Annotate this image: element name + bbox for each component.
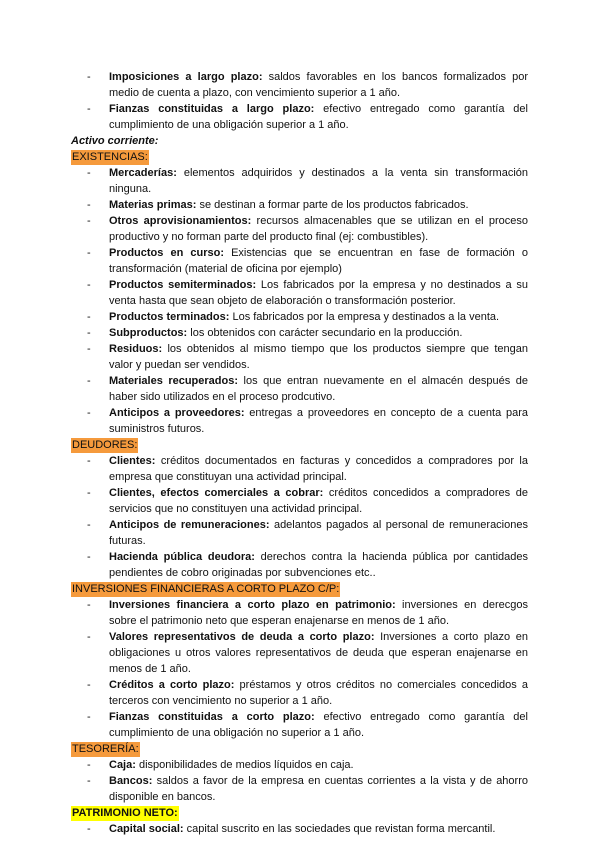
item-term: Anticipos a proveedores:	[109, 407, 245, 419]
bullet-dash: -	[87, 599, 91, 611]
item-description: préstamos y otros créditos no comerciales concedidos a terceros con vencimiento no superior a 1 año.	[109, 679, 528, 707]
item-description: inversiones en derecgos sobre el patrimonio neto que esperan enajenarse en menos de 1 año.	[109, 599, 528, 627]
existencias-heading: EXISTENCIAS:	[72, 151, 148, 163]
bullet-dash: -	[87, 407, 91, 419]
item-description: los obtenidos al mismo tiempo que los productos siempre que tengan valor y puedan ser vendidos.	[109, 343, 528, 371]
list-item	[71, 309, 528, 325]
tesoreria-list	[71, 757, 528, 805]
bullet-dash: -	[87, 311, 91, 323]
bullet-dash: -	[87, 343, 91, 355]
list-item	[71, 757, 528, 773]
existencias-list	[71, 165, 528, 437]
item-term: Clientes, efectos comerciales a cobrar:	[109, 487, 324, 499]
bullet-dash: -	[87, 487, 91, 499]
list-item	[71, 821, 528, 837]
item-term: Otros aprovisionamientos:	[109, 215, 252, 227]
deudores-heading: DEUDORES:	[72, 439, 138, 451]
list-item	[71, 709, 528, 741]
bullet-dash: -	[87, 71, 91, 83]
list-item	[71, 341, 528, 373]
item-description: derechos contra la hacienda pública por cantidades pendientes de cobro originadas por subvenciones etc..	[109, 551, 528, 579]
list-item	[71, 165, 528, 197]
item-description: recursos almacenables que se utilizan en el proceso productivo y no forman parte del producto final (ej: combustibles).	[109, 215, 528, 243]
list-item	[71, 373, 528, 405]
item-description: los obtenidos con carácter secundario en la producción.	[187, 327, 463, 339]
list-item	[71, 405, 528, 437]
item-description: efectivo entregado como garantía del cumplimiento de una obligación no superior a 1 año.	[109, 711, 528, 739]
list-item	[71, 517, 528, 549]
item-description: los que entran nuevamente en el almacén después de haber sido utilizados en el proceso prodcutivo.	[109, 375, 528, 403]
item-description: capital suscrito en las sociedades que revistan forma mercantil.	[183, 823, 496, 835]
item-term: Subproductos:	[109, 327, 188, 339]
bullet-dash: -	[87, 455, 91, 467]
item-term: Capital social:	[109, 823, 184, 835]
patrimonio-heading: PATRIMONIO NETO:	[72, 807, 178, 819]
item-term: Imposiciones a largo plazo:	[109, 71, 263, 83]
bullet-dash: -	[87, 279, 91, 291]
item-term: Inversiones financiera a corto plazo en patrimonio:	[109, 599, 396, 611]
tesoreria-heading: TESORERÍA:	[72, 743, 139, 755]
item-description: créditos concedidos a compradores de servicios que no constituyen una actividad principal.	[109, 487, 528, 515]
item-term: Materias primas:	[109, 199, 197, 211]
item-description: entregas a proveedores en concepto de a cuenta para suministros futuros.	[109, 407, 528, 435]
bullet-dash: -	[87, 375, 91, 387]
list-item	[71, 197, 528, 213]
activo-corriente-heading: Activo corriente:	[71, 135, 159, 147]
item-term: Clientes:	[109, 455, 156, 467]
item-term: Caja:	[109, 759, 136, 771]
item-term: Anticipos de remuneraciones:	[109, 519, 270, 531]
bullet-dash: -	[87, 551, 91, 563]
item-term: Residuos:	[109, 343, 163, 355]
bullet-dash: -	[87, 711, 91, 723]
item-term: Fianzas constituidas a largo plazo:	[109, 103, 315, 115]
item-description: saldos favorables en los bancos formalizados por medio de cuenta a plazo, con vencimiento superior a 1 año.	[109, 71, 528, 99]
bullet-dash: -	[87, 679, 91, 691]
item-term: Créditos a corto plazo:	[109, 679, 235, 691]
item-term: Bancos:	[109, 775, 153, 787]
item-term: Fianzas constituidas a corto plazo:	[109, 711, 315, 723]
list-item	[71, 597, 528, 629]
item-description: Los fabricados por la empresa y no destinados a su venta hasta que sean objeto de elaboración o transformación posterior.	[109, 279, 529, 307]
bullet-dash: -	[87, 759, 91, 771]
item-description: efectivo entregado como garantía del cumplimiento de una obligación superior a 1 año.	[109, 103, 528, 131]
list-item	[71, 549, 528, 581]
item-term: Valores representativos de deuda a corto plazo:	[109, 631, 375, 643]
item-term: Productos semiterminados:	[109, 279, 257, 291]
patrimonio-list	[71, 821, 528, 837]
bullet-dash: -	[87, 327, 91, 339]
inversiones-heading: INVERSIONES FINANCIERAS A CORTO PLAZO C/P:	[72, 583, 340, 595]
list-item	[71, 773, 528, 805]
item-term: Materiales recuperados:	[109, 375, 239, 387]
item-term: Productos terminados:	[109, 311, 230, 323]
item-description: saldos a favor de la empresa en cuentas corrientes a la vista y de ahorro disponible en bancos.	[109, 775, 528, 803]
list-item	[71, 213, 528, 245]
item-description: Existencias que se encuentran en fase de formación o transformación (material de oficina por ejemplo)	[109, 247, 528, 275]
bullet-dash: -	[87, 215, 91, 227]
inversiones-list	[71, 597, 528, 741]
item-description: Los fabricados por la empresa y destinados a la venta.	[229, 311, 500, 323]
item-term: Mercaderías:	[109, 167, 177, 179]
bullet-dash: -	[87, 199, 91, 211]
bullet-dash: -	[87, 775, 91, 787]
intro-list	[71, 69, 528, 133]
list-item	[71, 69, 528, 101]
list-item	[71, 325, 528, 341]
list-item	[71, 101, 528, 133]
item-description: se destinan a formar parte de los productos fabricados.	[196, 199, 469, 211]
item-description: adelantos pagados al personal de remuneraciones futuras.	[109, 519, 528, 547]
list-item	[71, 485, 528, 517]
bullet-dash: -	[87, 519, 91, 531]
item-description: créditos documentados en facturas y concedidos a compradores por la empresa que constituyan una actividad principal.	[109, 455, 528, 483]
bullet-dash: -	[87, 823, 91, 835]
list-item	[71, 245, 528, 277]
item-description: disponibilidades de medios líquidos en caja.	[135, 759, 354, 771]
bullet-dash: -	[87, 103, 91, 115]
item-term: Hacienda pública deudora:	[109, 551, 255, 563]
bullet-dash: -	[87, 247, 91, 259]
item-description: elementos adquiridos y destinados a la venta sin transformación ninguna.	[109, 167, 528, 195]
bullet-dash: -	[87, 631, 91, 643]
item-term: Productos en curso:	[109, 247, 224, 259]
item-description: Inversiones a corto plazo en obligaciones u otros valores representativos de deuda que esperan enajenarse en menos de 1 año.	[109, 631, 528, 675]
bullet-dash: -	[87, 167, 91, 179]
list-item	[71, 277, 528, 309]
list-item	[71, 629, 528, 677]
list-item	[71, 677, 528, 709]
list-item	[71, 453, 528, 485]
deudores-list	[71, 453, 528, 581]
